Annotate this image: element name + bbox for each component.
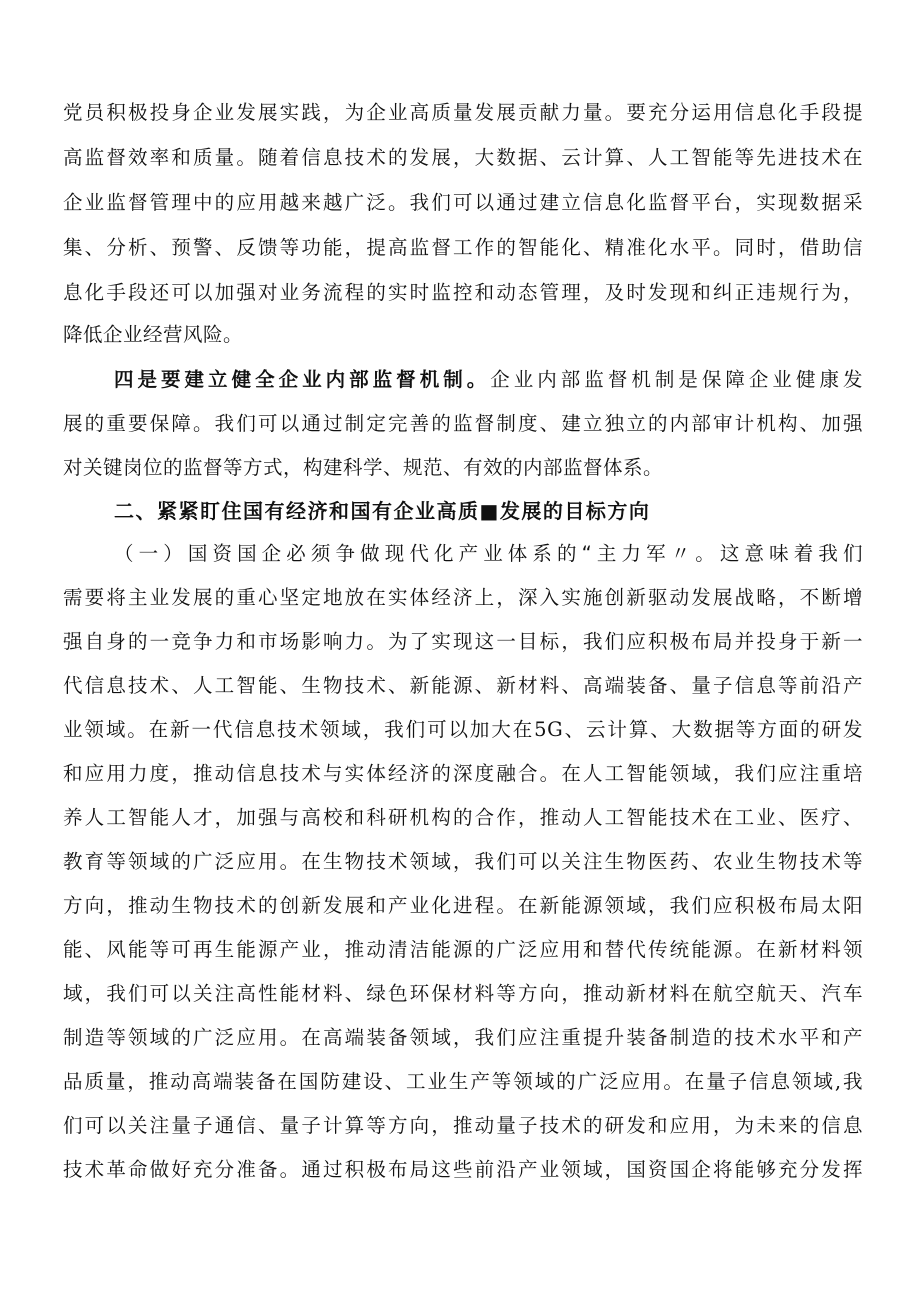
paragraph-3-line-6: 和应用力度，推动信息技术与实体经济的深度融合。在人工智能领域，我们应注重培 — [63, 762, 863, 785]
paragraph-3-line-9: 方向，推动生物技术的创新发展和产业化进程。在新能源领域，我们应积极布局太阳 — [63, 894, 863, 917]
paragraph-3-line-14: 们可以关注量子通信、量子计算等方向，推动量子技术的研发和应用，为未来的信息 — [63, 1114, 863, 1137]
paragraph-3-line-5: 业领域。在新一代信息技术领域，我们可以加大在5G、云计算、大数据等方面的研发 — [63, 718, 863, 741]
paragraph-3-line-12: 制造等领域的广泛应用。在高端装备领域，我们应注重提升装备制造的技术水平和产 — [63, 1026, 863, 1049]
paragraph-3-line-8: 教育等领域的广泛应用。在生物技术领域，我们可以关注生物医药、农业生物技术等 — [63, 850, 863, 873]
paragraph-3-line-3: 强自身的一竞争力和市场影响力。为了实现这一目标，我们应积极布局并投身于新一 — [63, 630, 863, 653]
paragraph-1-line-2: 高监督效率和质量。随着信息技术的发展，大数据、云计算、人工智能等先进技术在 — [63, 146, 863, 169]
paragraph-3-line-11: 域，我们可以关注高性能材料、绿色环保材料等方向，推动新材料在航空航天、汽车 — [63, 982, 863, 1005]
paragraph-2-line-2: 展的重要保障。我们可以通过制定完善的监督制度、建立独立的内部审计机构、加强 — [63, 412, 863, 435]
paragraph-2-lead: 四是要建立健全企业内部监督机制。 — [114, 368, 491, 391]
paragraph-3-line-15: 技术革命做好充分准备。通过积极布局这些前沿产业领域，国资国企将能够充分发挥 — [63, 1158, 863, 1181]
paragraph-3-line-1-text: 这意味着我们 — [719, 542, 863, 565]
paragraph-1-line-3: 企业监督管理中的应用越来越广泛。我们可以通过建立信息化监督平台，实现数据采 — [63, 191, 863, 214]
paragraph-3-lead: （一）国资国企必须争做现代化产业体系的“主力军〃。 — [114, 542, 720, 565]
paragraph-3-line-2: 需要将主业发展的重心坚定地放在实体经济上，深入实施创新驱动发展战略，不断增 — [63, 586, 863, 609]
paragraph-1-line-6: 降低企业经营风险。 — [63, 323, 244, 346]
paragraph-3-line-7: 养人工智能人才，加强与高校和科研机构的合作，推动人工智能技术在工业、医疗、 — [63, 806, 863, 829]
paragraph-3-line-10: 能、风能等可再生能源产业，推动清洁能源的广泛应用和替代传统能源。在新材料领 — [63, 938, 863, 961]
paragraph-3-line-1 — [114, 542, 863, 566]
paragraph-1-line-4: 集、分析、预警、反馈等功能，提高监督工作的智能化、精准化水平。同时，借助信 — [63, 236, 863, 259]
section-heading: 二、紧紧盯住国有经济和国有企业高质■发展的目标方向 — [114, 499, 651, 523]
paragraph-3-line-4: 代信息技术、人工智能、生物技术、新能源、新材料、高端装备、量子信息等前沿产 — [63, 674, 863, 697]
paragraph-1-line-1: 党员积极投身企业发展实践，为企业高质量发展贡献力量。要充分运用信息化手段提 — [63, 101, 863, 124]
paragraph-2-line-3: 对关键岗位的监督等方式，构建科学、规范、有效的内部监督体系。 — [63, 456, 664, 479]
paragraph-3-line-13: 品质量，推动高端装备在国防建设、工业生产等领域的广泛应用。在量子信息领域,我 — [63, 1070, 863, 1093]
paragraph-2-line-1 — [114, 368, 863, 392]
paragraph-1-line-5: 息化手段还可以加强对业务流程的实时监控和动态管理，及时发现和纠正违规行为， — [63, 281, 863, 304]
paragraph-2-line-1-text: 企业内部监督机制是保障企业健康发 — [490, 368, 863, 391]
